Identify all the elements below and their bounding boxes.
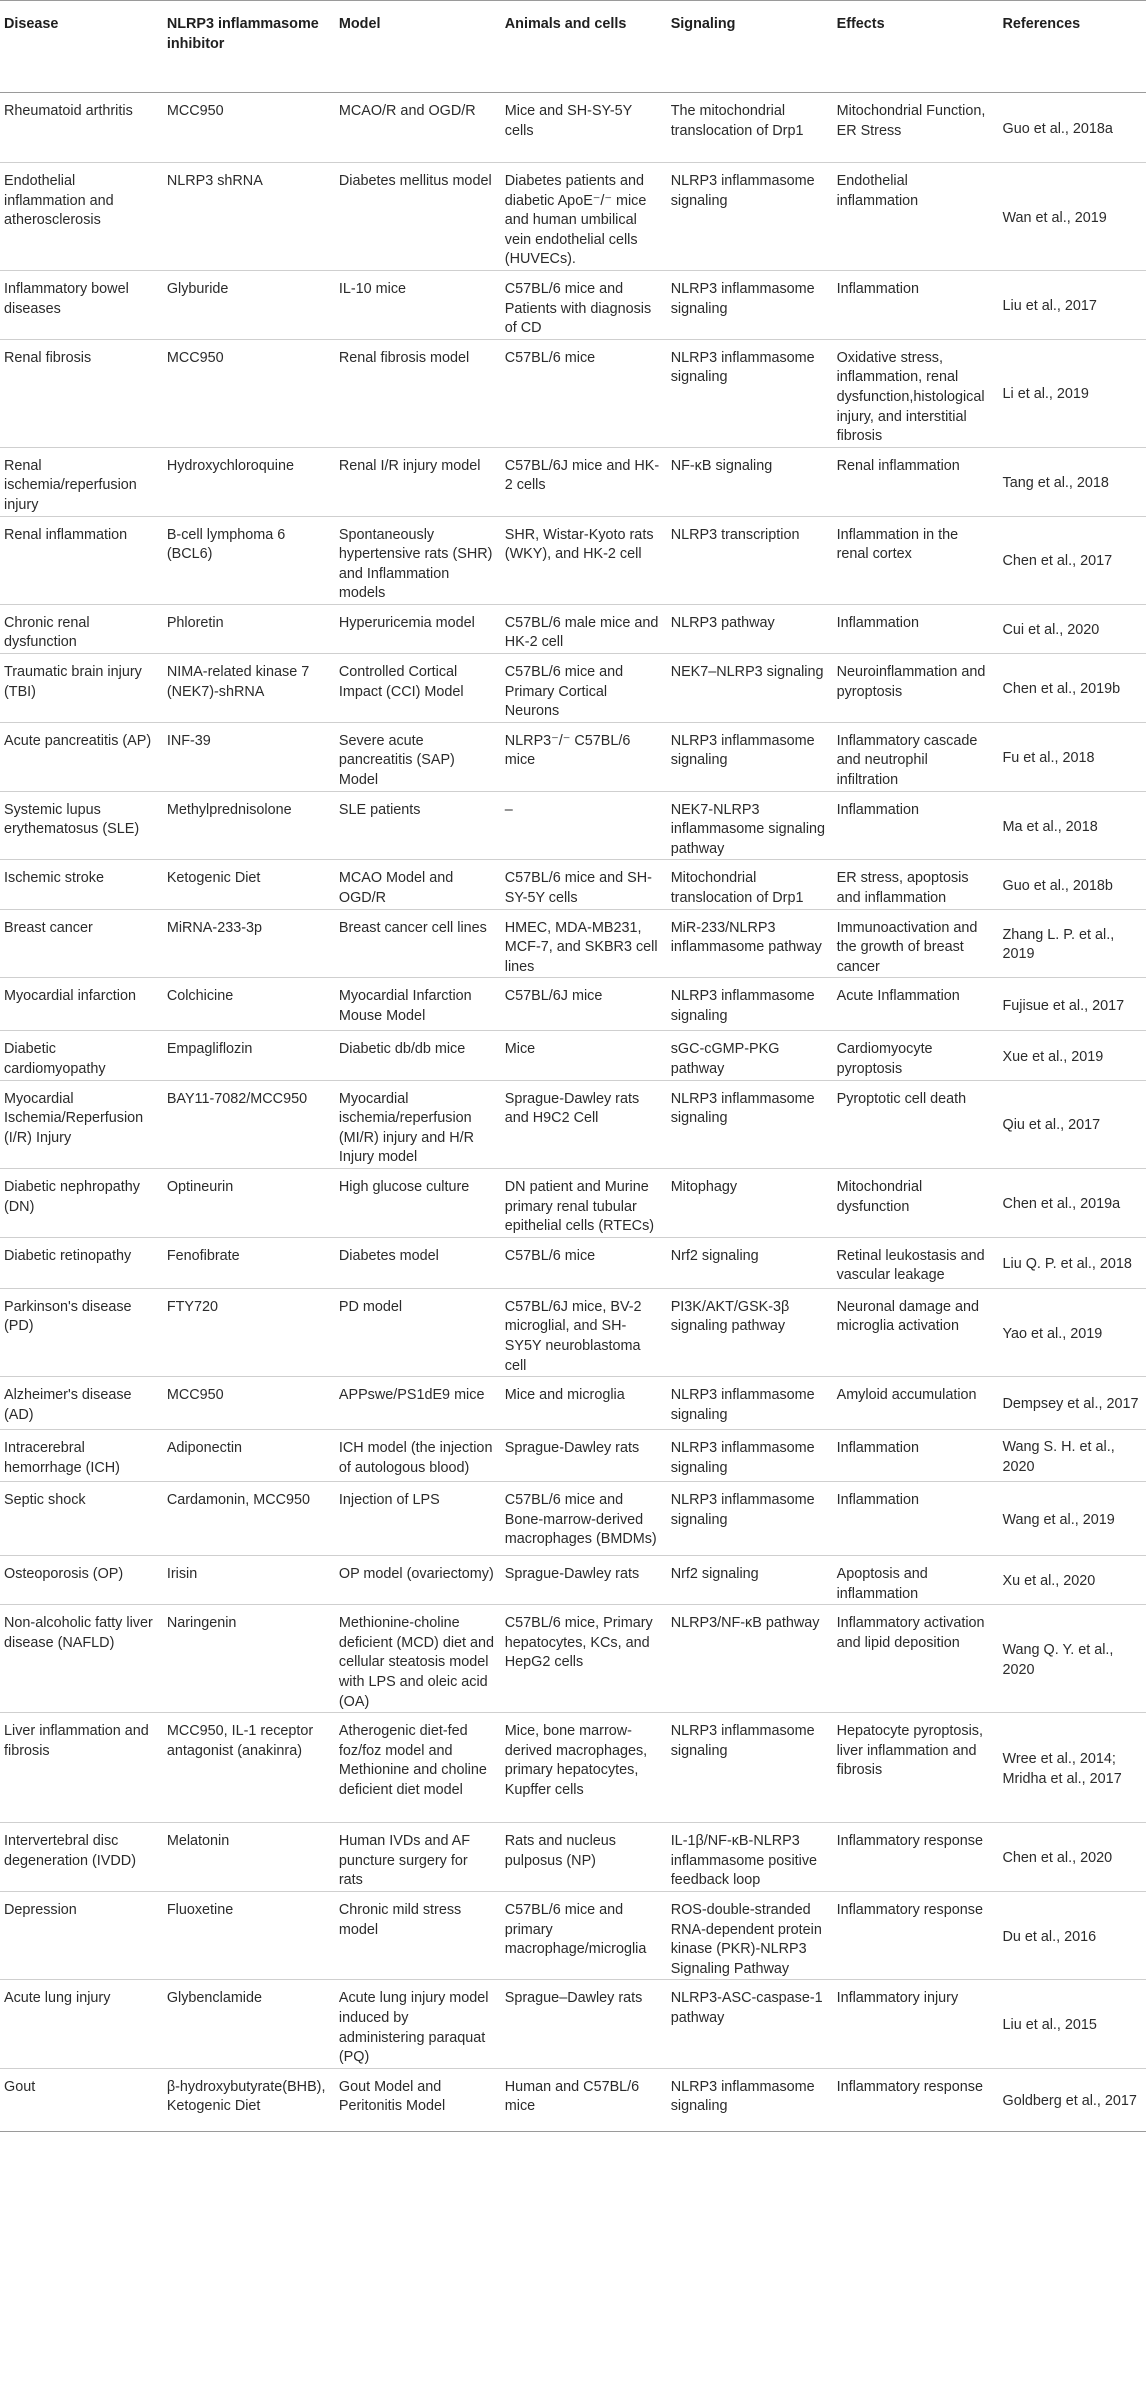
cell-signaling: NLRP3-ASC-caspase-1 pathway bbox=[670, 1990, 823, 2026]
cell-animals-cells: C57BL/6 mice and Bone-marrow-derived macrophages (BMDMs) bbox=[504, 1492, 657, 1548]
table-row bbox=[0, 270, 1146, 339]
cell-model: Renal fibrosis model bbox=[338, 349, 470, 366]
cell-inhibitor: MCC950 bbox=[166, 1387, 224, 1404]
cell-model: Severe acute pancreatitis (SAP) Model bbox=[338, 732, 455, 789]
cell-signaling: NLRP3/NF-κB pathway bbox=[670, 1615, 820, 1632]
cell-animals-cells: Sprague-Dawley rats bbox=[504, 1440, 640, 1457]
cell-inhibitor: NLRP3 shRNA bbox=[166, 173, 263, 189]
cell-animals-cells: – bbox=[504, 801, 513, 818]
cell-disease: Renal inflammation bbox=[4, 526, 128, 543]
cell-effects: Neuronal damage and microglia activation bbox=[836, 1298, 980, 1335]
cell-disease: Ischemic stroke bbox=[4, 870, 104, 887]
cell-signaling: The mitochondrial translocation of Drp1 bbox=[670, 103, 804, 139]
cell-animals-cells: C57BL/6 mice, Primary hepatocytes, KCs, and HepG2 cells bbox=[504, 1615, 653, 1671]
cell-disease: Acute lung injury bbox=[4, 1990, 111, 2007]
cell-model: Human IVDs and AF puncture surgery for rats bbox=[338, 1833, 471, 1889]
cell-animals-cells: Sprague-Dawley rats bbox=[504, 1566, 640, 1583]
cell-animals-cells: C57BL/6 mice and SH-SY-5Y cells bbox=[504, 870, 652, 906]
cell-model: Renal I/R injury model bbox=[338, 457, 481, 474]
cell-animals-cells: C57BL/6J mice, BV-2 microglial, and SH-SY5Y neuroblastoma cell bbox=[504, 1298, 642, 1374]
cell-reference: Chen et al., 2017 bbox=[1002, 553, 1113, 570]
cell-signaling: NLRP3 inflammasome signaling bbox=[670, 1723, 815, 1759]
table-row bbox=[0, 1031, 1146, 1080]
cell-effects: Hepatocyte pyroptosis, liver inflammation and fibrosis bbox=[836, 1723, 983, 1779]
table-row bbox=[0, 163, 1146, 271]
cell-reference: Zhang L. P. et al., 2019 bbox=[1002, 926, 1115, 963]
cell-reference: Xu et al., 2020 bbox=[1002, 1573, 1096, 1590]
table-row bbox=[0, 1168, 1146, 1237]
cell-inhibitor: Ketogenic Diet bbox=[166, 870, 261, 887]
cell-model: Spontaneously hypertensive rats (SHR) and Inflammation models bbox=[338, 526, 493, 602]
cell-effects: Inflammatory response bbox=[836, 1902, 983, 1919]
cell-effects: Oxidative stress, inflammation, renal dysfunction,histological injury, and interstitial fibrosis bbox=[836, 349, 985, 445]
cell-model: PD model bbox=[338, 1298, 403, 1315]
cell-disease: Osteoporosis (OP) bbox=[4, 1566, 124, 1583]
header-animals-cells: Animals and cells bbox=[501, 1, 667, 93]
table-row bbox=[0, 1823, 1146, 1892]
cell-model: Injection of LPS bbox=[338, 1492, 440, 1509]
cell-reference: Liu et al., 2015 bbox=[1002, 2017, 1097, 2034]
cell-reference: Dempsey et al., 2017 bbox=[1002, 1396, 1139, 1413]
cell-model: Methionine-choline deficient (MCD) diet and cellular steatosis model with LPS and oleic acid (OA) bbox=[338, 1615, 495, 1710]
cell-model: IL-10 mice bbox=[338, 280, 407, 297]
cell-disease: Chronic renal dysfunction bbox=[4, 614, 90, 651]
cell-reference: Cui et al., 2020 bbox=[1002, 622, 1100, 639]
cell-model: High glucose culture bbox=[338, 1178, 470, 1195]
table-row bbox=[0, 654, 1146, 723]
cell-animals-cells: NLRP3⁻/⁻ C57BL/6 mice bbox=[504, 732, 631, 769]
cell-reference: Guo et al., 2018a bbox=[1002, 120, 1113, 137]
cell-animals-cells: SHR, Wistar-Kyoto rats (WKY), and HK-2 cell bbox=[504, 526, 654, 563]
cell-animals-cells: Mice, bone marrow-derived macrophages, primary hepatocytes, Kupffer cells bbox=[504, 1723, 648, 1799]
table-row bbox=[0, 791, 1146, 860]
cell-animals-cells: C57BL/6J mice bbox=[504, 988, 603, 1005]
cell-inhibitor: MiRNA-233-3p bbox=[166, 919, 262, 936]
cell-disease: Traumatic brain injury (TBI) bbox=[4, 664, 142, 700]
cell-model: Diabetes mellitus model bbox=[338, 173, 492, 189]
cell-animals-cells: Sprague-Dawley rats and H9C2 Cell bbox=[504, 1090, 640, 1127]
cell-animals-cells: Rats and nucleus pulposus (NP) bbox=[504, 1833, 616, 1869]
cell-inhibitor: Methylprednisolone bbox=[166, 801, 292, 818]
cell-model: MCAO/R and OGD/R bbox=[338, 103, 476, 119]
cell-model: Diabetic db/db mice bbox=[338, 1041, 466, 1058]
cell-effects: Acute Inflammation bbox=[836, 988, 960, 1005]
cell-reference: Wang et al., 2019 bbox=[1002, 1511, 1115, 1528]
cell-effects: Immunoactivation and the growth of breast cancer bbox=[836, 919, 978, 975]
cell-animals-cells: Human and C57BL/6 mice bbox=[504, 2078, 640, 2115]
cell-disease: Diabetic cardiomyopathy bbox=[4, 1041, 106, 1077]
table-row bbox=[0, 1080, 1146, 1168]
cell-signaling: NLRP3 inflammasome signaling bbox=[670, 988, 815, 1024]
cell-signaling: MiR-233/NLRP3 inflammasome pathway bbox=[670, 919, 822, 956]
cell-inhibitor: Fenofibrate bbox=[166, 1247, 240, 1264]
cell-effects: Apoptosis and inflammation bbox=[836, 1566, 928, 1602]
cell-signaling: NF-κB signaling bbox=[670, 457, 773, 474]
cell-inhibitor: Empagliflozin bbox=[166, 1041, 253, 1058]
cell-inhibitor: β-hydroxybutyrate(BHB), Ketogenic Diet bbox=[166, 2078, 326, 2115]
table-row bbox=[0, 1482, 1146, 1556]
cell-animals-cells: Sprague–Dawley rats bbox=[504, 1990, 643, 2007]
table-row bbox=[0, 339, 1146, 447]
cell-model: Hyperuricemia model bbox=[338, 614, 475, 631]
cell-disease: Liver inflammation and fibrosis bbox=[4, 1723, 149, 1759]
cell-signaling: PI3K/AKT/GSK-3β signaling pathway bbox=[670, 1298, 790, 1335]
cell-disease: Rheumatoid arthritis bbox=[4, 103, 133, 119]
cell-effects: Amyloid accumulation bbox=[836, 1387, 977, 1404]
cell-effects: Inflammation bbox=[836, 1440, 919, 1457]
cell-signaling: NLRP3 inflammasome signaling bbox=[670, 173, 815, 209]
cell-inhibitor: INF-39 bbox=[166, 732, 211, 749]
cell-animals-cells: C57BL/6 mice and primary macrophage/microglia bbox=[504, 1902, 647, 1958]
table-row bbox=[0, 1556, 1146, 1605]
cell-effects: Renal inflammation bbox=[836, 457, 960, 474]
cell-model: Myocardial Infarction Mouse Model bbox=[338, 988, 472, 1024]
cell-disease: Gout bbox=[4, 2078, 36, 2095]
cell-animals-cells: C57BL/6 mice and Primary Cortical Neurons bbox=[504, 664, 624, 720]
cell-disease: Inflammatory bowel diseases bbox=[4, 280, 129, 317]
cell-animals-cells: C57BL/6 mice bbox=[504, 1247, 596, 1264]
cell-signaling: NEK7-NLRP3 inflammasome signaling pathway bbox=[670, 801, 826, 857]
cell-effects: Inflammation bbox=[836, 280, 919, 297]
cell-model: Gout Model and Peritonitis Model bbox=[338, 2078, 446, 2115]
header-signaling: Signaling bbox=[667, 1, 833, 93]
cell-reference: Chen et al., 2019b bbox=[1002, 681, 1121, 698]
cell-disease: Intervertebral disc degeneration (IVDD) bbox=[4, 1833, 136, 1869]
cell-inhibitor: Melatonin bbox=[166, 1833, 230, 1850]
cell-model: SLE patients bbox=[338, 801, 421, 818]
cell-reference: Du et al., 2016 bbox=[1002, 1928, 1097, 1945]
cell-reference: Wang Q. Y. et al., 2020 bbox=[1002, 1642, 1114, 1678]
cell-reference: Ma et al., 2018 bbox=[1002, 818, 1098, 835]
cell-inhibitor: Irisin bbox=[166, 1566, 198, 1583]
cell-disease: Intracerebral hemorrhage (ICH) bbox=[4, 1440, 120, 1476]
cell-signaling: NLRP3 inflammasome signaling bbox=[670, 1387, 815, 1423]
cell-signaling: ROS-double-stranded RNA-dependent protein kinase (PKR)-NLRP3 Signaling Pathway bbox=[670, 1902, 822, 1977]
cell-model: Breast cancer cell lines bbox=[338, 919, 487, 936]
cell-signaling: sGC-cGMP-PKG pathway bbox=[670, 1041, 780, 1077]
table-row bbox=[0, 2068, 1146, 2131]
cell-animals-cells: C57BL/6 male mice and HK-2 cell bbox=[504, 614, 659, 651]
cell-reference: Tang et al., 2018 bbox=[1002, 474, 1109, 491]
table-row bbox=[0, 604, 1146, 653]
cell-disease: Diabetic retinopathy bbox=[4, 1247, 132, 1264]
cell-effects: Mitochondrial dysfunction bbox=[836, 1178, 923, 1215]
cell-disease: Depression bbox=[4, 1902, 77, 1919]
cell-animals-cells: C57BL/6 mice bbox=[504, 349, 596, 366]
cell-signaling: NLRP3 inflammasome signaling bbox=[670, 732, 815, 769]
cell-reference: Yao et al., 2019 bbox=[1002, 1325, 1103, 1342]
cell-disease: Parkinson's disease (PD) bbox=[4, 1298, 132, 1335]
cell-effects: Retinal leukostasis and vascular leakage bbox=[836, 1247, 985, 1284]
cell-inhibitor: MCC950 bbox=[166, 349, 224, 366]
table-body bbox=[0, 93, 1146, 2132]
cell-model: APPswe/PS1dE9 mice bbox=[338, 1387, 485, 1404]
cell-inhibitor: MCC950, IL-1 receptor antagonist (anakinra) bbox=[166, 1723, 314, 1759]
header-row bbox=[0, 1, 1146, 93]
cell-reference: Fujisue et al., 2017 bbox=[1002, 997, 1125, 1014]
cell-disease: Myocardial Ischemia/Reperfusion (I/R) Injury bbox=[4, 1090, 144, 1146]
cell-effects: Inflammatory activation and lipid deposition bbox=[836, 1615, 985, 1651]
table-row bbox=[0, 1237, 1146, 1288]
cell-disease: Renal fibrosis bbox=[4, 349, 92, 366]
cell-signaling: NLRP3 inflammasome signaling bbox=[670, 349, 815, 386]
header-inhibitor: NLRP3 inflammasome inhibitor bbox=[163, 1, 335, 93]
table-row bbox=[0, 1892, 1146, 1980]
cell-inhibitor: Naringenin bbox=[166, 1615, 237, 1632]
cell-inhibitor: Glybenclamide bbox=[166, 1990, 263, 2007]
cell-inhibitor: NIMA-related kinase 7 (NEK7)-shRNA bbox=[166, 664, 310, 700]
cell-signaling: Mitophagy bbox=[670, 1178, 738, 1195]
cell-reference: Wang S. H. et al., 2020 bbox=[1002, 1439, 1115, 1475]
cell-animals-cells: HMEC, MDA-MB231, MCF-7, and SKBR3 cell lines bbox=[504, 919, 658, 975]
cell-signaling: NLRP3 inflammasome signaling bbox=[670, 280, 815, 317]
cell-animals-cells: C57BL/6 mice and Patients with diagnosis of CD bbox=[504, 280, 652, 337]
cell-animals-cells: Mice and microglia bbox=[504, 1387, 625, 1404]
cell-disease: Endothelial inflammation and atherosclerosis bbox=[4, 173, 114, 229]
cell-model: Controlled Cortical Impact (CCI) Model bbox=[338, 664, 464, 700]
cell-reference: Xue et al., 2019 bbox=[1002, 1048, 1104, 1065]
cell-animals-cells: Mice and SH-SY-5Y cells bbox=[504, 103, 632, 139]
cell-disease: Septic shock bbox=[4, 1492, 86, 1509]
table-row bbox=[0, 1288, 1146, 1376]
cell-reference: Goldberg et al., 2017 bbox=[1002, 2092, 1137, 2109]
cell-inhibitor: Adiponectin bbox=[166, 1440, 243, 1457]
cell-effects: Inflammation in the renal cortex bbox=[836, 526, 959, 563]
cell-inhibitor: Fluoxetine bbox=[166, 1902, 234, 1919]
cell-reference: Wan et al., 2019 bbox=[1002, 209, 1107, 226]
cell-effects: Cardiomyocyte pyroptosis bbox=[836, 1041, 933, 1077]
cell-inhibitor: Hydroxychloroquine bbox=[166, 457, 295, 474]
cell-disease: Non-alcoholic fatty liver disease (NAFLD) bbox=[4, 1615, 153, 1651]
cell-animals-cells: Diabetes patients and diabetic ApoE⁻/⁻ mice and human umbilical vein endothelial cells (HUVECs). bbox=[504, 173, 647, 268]
cell-inhibitor: FTY720 bbox=[166, 1298, 219, 1315]
cell-inhibitor: MCC950 bbox=[166, 103, 224, 119]
cell-disease: Alzheimer's disease (AD) bbox=[4, 1387, 132, 1423]
table-row bbox=[0, 1713, 1146, 1823]
cell-signaling: Mitochondrial translocation of Drp1 bbox=[670, 870, 804, 906]
cell-effects: Inflammation bbox=[836, 1492, 919, 1509]
cell-reference: Li et al., 2019 bbox=[1002, 386, 1089, 403]
cell-inhibitor: Cardamonin, MCC950 bbox=[166, 1492, 310, 1509]
header-disease: Disease bbox=[0, 1, 163, 93]
table-row bbox=[0, 447, 1146, 516]
cell-effects: Inflammatory response bbox=[836, 1833, 983, 1850]
cell-animals-cells: DN patient and Murine primary renal tubular epithelial cells (RTECs) bbox=[504, 1178, 655, 1235]
cell-signaling: NLRP3 inflammasome signaling bbox=[670, 1090, 815, 1127]
cell-model: ICH model (the injection of autologous blood) bbox=[338, 1440, 493, 1476]
cell-signaling: IL-1β/NF-κB-NLRP3 inflammasome positive feedback loop bbox=[670, 1833, 818, 1889]
cell-reference: Fu et al., 2018 bbox=[1002, 749, 1095, 766]
cell-signaling: NEK7–NLRP3 signaling bbox=[670, 664, 824, 681]
cell-reference: Wree et al., 2014; Mridha et al., 2017 bbox=[1002, 1751, 1122, 1787]
table-row bbox=[0, 978, 1146, 1031]
table-row bbox=[0, 1605, 1146, 1713]
cell-inhibitor: Colchicine bbox=[166, 988, 234, 1005]
cell-signaling: NLRP3 transcription bbox=[670, 526, 800, 543]
cell-signaling: NLRP3 pathway bbox=[670, 614, 775, 631]
cell-reference: Liu et al., 2017 bbox=[1002, 298, 1097, 315]
cell-disease: Renal ischemia/reperfusion injury bbox=[4, 457, 137, 513]
cell-model: OP model (ovariectomy) bbox=[338, 1566, 494, 1583]
table-row bbox=[0, 516, 1146, 604]
cell-effects: Inflammatory cascade and neutrophil infiltration bbox=[836, 732, 978, 789]
cell-reference: Guo et al., 2018b bbox=[1002, 877, 1113, 894]
table-row bbox=[0, 722, 1146, 791]
cell-disease: Systemic lupus erythematosus (SLE) bbox=[4, 801, 140, 838]
cell-model: Diabetes model bbox=[338, 1247, 439, 1264]
cell-effects: Inflammation bbox=[836, 801, 919, 818]
table-row bbox=[0, 860, 1146, 909]
cell-signaling: Nrf2 signaling bbox=[670, 1566, 759, 1583]
cell-disease: Acute pancreatitis (AP) bbox=[4, 732, 152, 749]
cell-model: Myocardial ischemia/reperfusion (MI/R) injury and H/R Injury model bbox=[338, 1090, 475, 1166]
cell-inhibitor: Optineurin bbox=[166, 1178, 234, 1195]
cell-effects: ER stress, apoptosis and inflammation bbox=[836, 870, 969, 906]
cell-effects: Inflammatory response bbox=[836, 2078, 983, 2095]
cell-disease: Breast cancer bbox=[4, 919, 93, 936]
cell-inhibitor: Phloretin bbox=[166, 614, 224, 631]
cell-inhibitor: B-cell lymphoma 6 (BCL6) bbox=[166, 526, 286, 563]
cell-model: MCAO Model and OGD/R bbox=[338, 870, 454, 906]
cell-inhibitor: Glyburide bbox=[166, 280, 229, 297]
cell-signaling: NLRP3 inflammasome signaling bbox=[670, 1492, 815, 1528]
cell-disease: Myocardial infarction bbox=[4, 988, 136, 1005]
cell-reference: Chen et al., 2020 bbox=[1002, 1850, 1113, 1867]
header-references: References bbox=[999, 1, 1146, 93]
cell-effects: Mitochondrial Function, ER Stress bbox=[836, 103, 986, 139]
cell-inhibitor: BAY11-7082/MCC950 bbox=[166, 1090, 308, 1107]
cell-signaling: Nrf2 signaling bbox=[670, 1247, 759, 1264]
cell-effects: Inflammation bbox=[836, 614, 919, 631]
table-row bbox=[0, 1377, 1146, 1430]
cell-reference: Chen et al., 2019a bbox=[1002, 1196, 1121, 1213]
cell-effects: Neuroinflammation and pyroptosis bbox=[836, 664, 986, 700]
cell-model: Atherogenic diet-fed foz/foz model and Methionine and choline deficient diet model bbox=[338, 1723, 487, 1799]
header-model: Model bbox=[335, 1, 501, 93]
cell-signaling: NLRP3 inflammasome signaling bbox=[670, 1440, 815, 1476]
cell-effects: Inflammatory injury bbox=[836, 1990, 959, 2007]
cell-disease: Diabetic nephropathy (DN) bbox=[4, 1178, 141, 1215]
cell-effects: Pyroptotic cell death bbox=[836, 1090, 967, 1107]
cell-reference: Liu Q. P. et al., 2018 bbox=[1002, 1255, 1132, 1272]
cell-animals-cells: Mice bbox=[504, 1041, 536, 1058]
table-row bbox=[0, 1430, 1146, 1482]
cell-reference: Qiu et al., 2017 bbox=[1002, 1117, 1101, 1134]
cell-model: Acute lung injury model induced by administering paraquat (PQ) bbox=[338, 1990, 489, 2066]
cell-effects: Endothelial inflammation bbox=[836, 173, 919, 209]
header-effects: Effects bbox=[833, 1, 999, 93]
table-row bbox=[0, 93, 1146, 163]
cell-animals-cells: C57BL/6J mice and HK-2 cells bbox=[504, 457, 660, 494]
table-row bbox=[0, 909, 1146, 978]
table-row bbox=[0, 1980, 1146, 2068]
cell-model: Chronic mild stress model bbox=[338, 1902, 462, 1938]
cell-signaling: NLRP3 inflammasome signaling bbox=[670, 2078, 815, 2115]
